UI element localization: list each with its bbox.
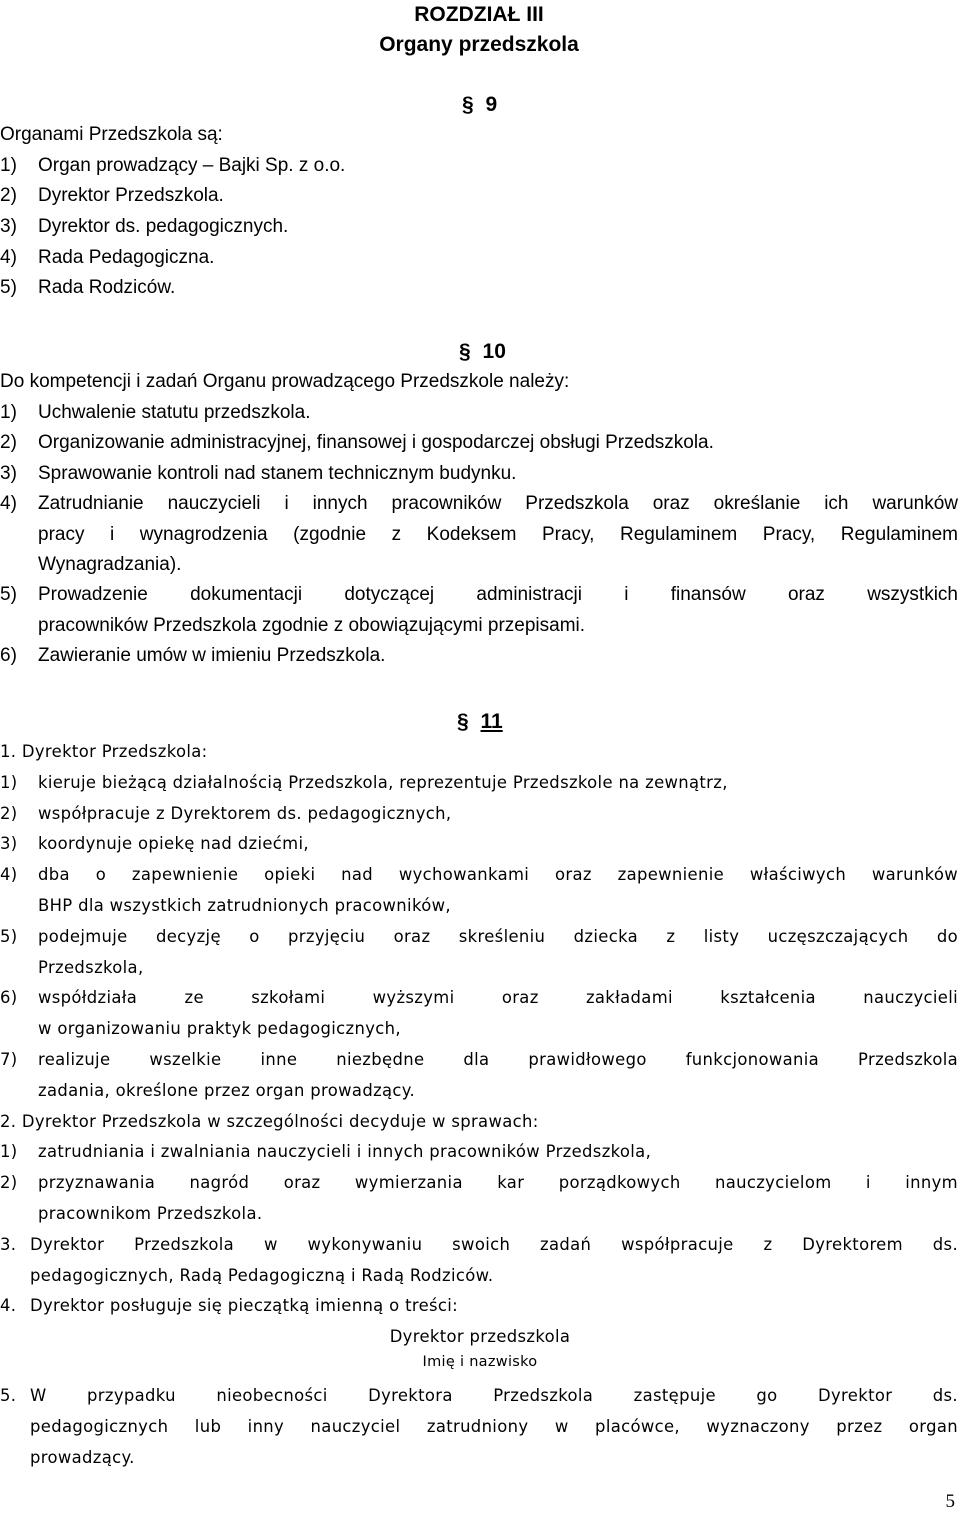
section-10-item-line [0,641,958,672]
item-number: 4) [0,865,18,885]
section-11-p1-item-line [0,1014,958,1045]
page-number: 5 [945,1491,955,1512]
item-text: BHP dla wszystkich zatrudnionych pracowników, [38,896,451,915]
section-11-p1-item-line [0,983,958,1014]
item-text: podejmuje decyzję o przyjęciu oraz skreśleniu dziecka z listy uczęszczających do [38,926,958,946]
section-10-item-line [0,459,958,490]
section-10-intro: Do kompetencji i zadań Organu prowadzącego Przedszkole należy: [0,371,570,392]
item-number: 3) [0,462,17,484]
section-9-item [0,151,958,182]
section-mark: § [462,93,474,116]
item-number: 6) [0,645,17,667]
item-text: Sprawowanie kontroli nad stanem technicznym budynku. [38,462,517,484]
item-text: Zatrudnianie nauczycieli i innych pracowników Przedszkola oraz określanie ich warunków [38,493,958,515]
item-number: 4) [0,247,17,268]
section-mark: § [457,710,469,733]
item-number: 2) [0,432,17,454]
section-11-p2-item-line [0,1137,958,1168]
section-11-p2-lead [0,1107,958,1138]
item-number: 3) [0,834,18,854]
item-number: 7) [0,1050,18,1069]
section-11-p1-item-line [0,829,958,860]
item-text: Dyrektor ds. pedagogicznych. [38,216,289,237]
item-text: W przypadku nieobecności Dyrektora Przedszkola zastępuje go Dyrektor ds. [30,1386,958,1406]
section-11-p3-line [0,1261,958,1292]
section-10-item-line [0,611,958,642]
section-9-heading [462,90,497,120]
item-number: 2) [0,1173,18,1193]
section-10-item-line [0,580,958,611]
item-number: 1) [0,772,18,792]
item-number: 4. [0,1296,17,1316]
section-10-item-line [0,520,958,551]
section-11-p3-line [0,1230,958,1261]
chapter-title: ROZDZIAŁ III [414,3,544,26]
section-10-heading [459,337,506,367]
item-number: 4) [0,493,17,515]
section-number: 11 [480,710,503,733]
section-11-p1-item-line [0,891,958,922]
item-text: Dyrektor Przedszkola w wykonywaniu swoich zadań współpracuje z Dyrektorem ds. [30,1234,958,1254]
item-text: Rada Pedagogiczna. [38,247,215,268]
section-9-item [0,212,958,243]
section-11-p5-line [0,1443,958,1474]
item-text: Organizowanie administracyjnej, finansowej i gospodarczej obsługi Przedszkola. [38,432,714,454]
stamp-name: Imię i nazwisko [422,1354,538,1371]
section-9-item [0,181,958,212]
item-text: pedagogicznych lub inny nauczyciel zatrudniony w placówce, wyznaczony przez organ [30,1417,958,1436]
item-text: współpracuje z Dyrektorem ds. pedagogicznych, [38,803,452,823]
item-text: 1. Dyrektor Przedszkola: [0,742,208,761]
item-text: zatrudniania i zwalniania nauczycieli i innych pracowników Przedszkola, [38,1142,652,1162]
item-number: 1) [0,1142,18,1162]
item-text: zadania, określone przez organ prowadzący. [38,1080,416,1100]
section-11-p5-line [0,1412,958,1443]
item-text: kieruje bieżącą działalnością Przedszkola, reprezentuje Przedszkole na zewnątrz, [38,772,728,792]
item-text: Zawieranie umów w imieniu Przedszkola. [38,645,386,667]
item-text: Rada Rodziców. [38,277,176,298]
section-11-p1-item-line [0,922,958,953]
section-11-heading [457,707,503,737]
section-number: 10 [482,340,506,363]
item-text: 2. Dyrektor Przedszkola w szczególności decyduje w sprawach: [0,1111,539,1131]
section-9-intro: Organami Przedszkola są: [0,124,223,145]
item-number: 5. [0,1386,17,1406]
section-11-p2-item-line [0,1199,958,1230]
section-11-p5-line [0,1381,958,1412]
item-number: 6) [0,988,18,1008]
item-number: 5) [0,277,17,298]
item-text: Dyrektor posługuje się pieczątką imienną o treści: [30,1296,459,1316]
item-number: 5) [0,926,18,946]
section-9-item [0,273,958,304]
section-number: 9 [485,93,498,116]
item-text: Uchwalenie statutu przedszkola. [38,402,311,423]
item-number: 2) [0,803,18,823]
item-text: pedagogicznych, Radą Pedagogiczną i Radą Rodziców. [30,1265,494,1285]
item-text: Prowadzenie dokumentacji dotyczącej administracji i finansów oraz wszystkich [38,584,958,606]
section-11-p1-item-line [0,768,958,799]
section-11-p4-line [0,1291,958,1322]
item-text: w organizowaniu praktyk pedagogicznych, [38,1019,401,1039]
section-11-p1-item-line [0,799,958,830]
item-number: 5) [0,584,17,606]
section-11-p2-item-line [0,1168,958,1199]
section-10-item-line [0,428,958,459]
item-text: Organ prowadzący – Bajki Sp. z o.o. [38,155,346,176]
item-text: realizuje wszelkie inne niezbędne dla prawidłowego funkcjonowania Przedszkola [38,1050,958,1069]
item-text: pracownikom Przedszkola. [38,1204,263,1223]
section-11-p1-lead [0,737,958,768]
item-text: prowadzący. [30,1447,135,1467]
item-text: dba o zapewnienie opieki nad wychowankami oraz zapewnienie właściwych warunków [38,865,958,885]
item-number: 3) [0,216,17,237]
item-text: współdziała ze szkołami wyższymi oraz zakładami kształcenia nauczycieli [38,988,958,1008]
item-text: Dyrektor Przedszkola. [38,185,224,206]
section-10-item-line [0,398,958,429]
section-11-p1-item-line [0,1045,958,1076]
section-11-p1-item-line [0,860,958,891]
section-9-item [0,243,958,274]
item-text: przyznawania nagród oraz wymierzania kar porządkowych nauczycielom i innym [38,1173,958,1193]
item-number: 1) [0,155,17,176]
item-number: 3. [0,1234,17,1254]
item-text: Wynagradzania). [38,554,182,575]
section-11-p1-item-line [0,1076,958,1107]
item-text: koordynuje opiekę nad dziećmi, [38,834,309,854]
item-text: Przedszkola, [38,957,144,977]
stamp-title: Dyrektor przedszkola [389,1327,571,1347]
chapter-subtitle: Organy przedszkola [379,33,579,56]
item-text: pracy i wynagrodzenia (zgodnie z Kodeksem Pracy, Regulaminem Pracy, Regulaminem [38,523,958,545]
item-number: 1) [0,402,17,423]
section-mark: § [459,340,471,363]
item-number: 2) [0,185,17,206]
section-10-item-line [0,550,958,581]
section-10-item-line [0,489,958,520]
item-text: pracowników Przedszkola zgodnie z obowiązującymi przepisami. [38,614,586,636]
section-11-p1-item-line [0,953,958,984]
